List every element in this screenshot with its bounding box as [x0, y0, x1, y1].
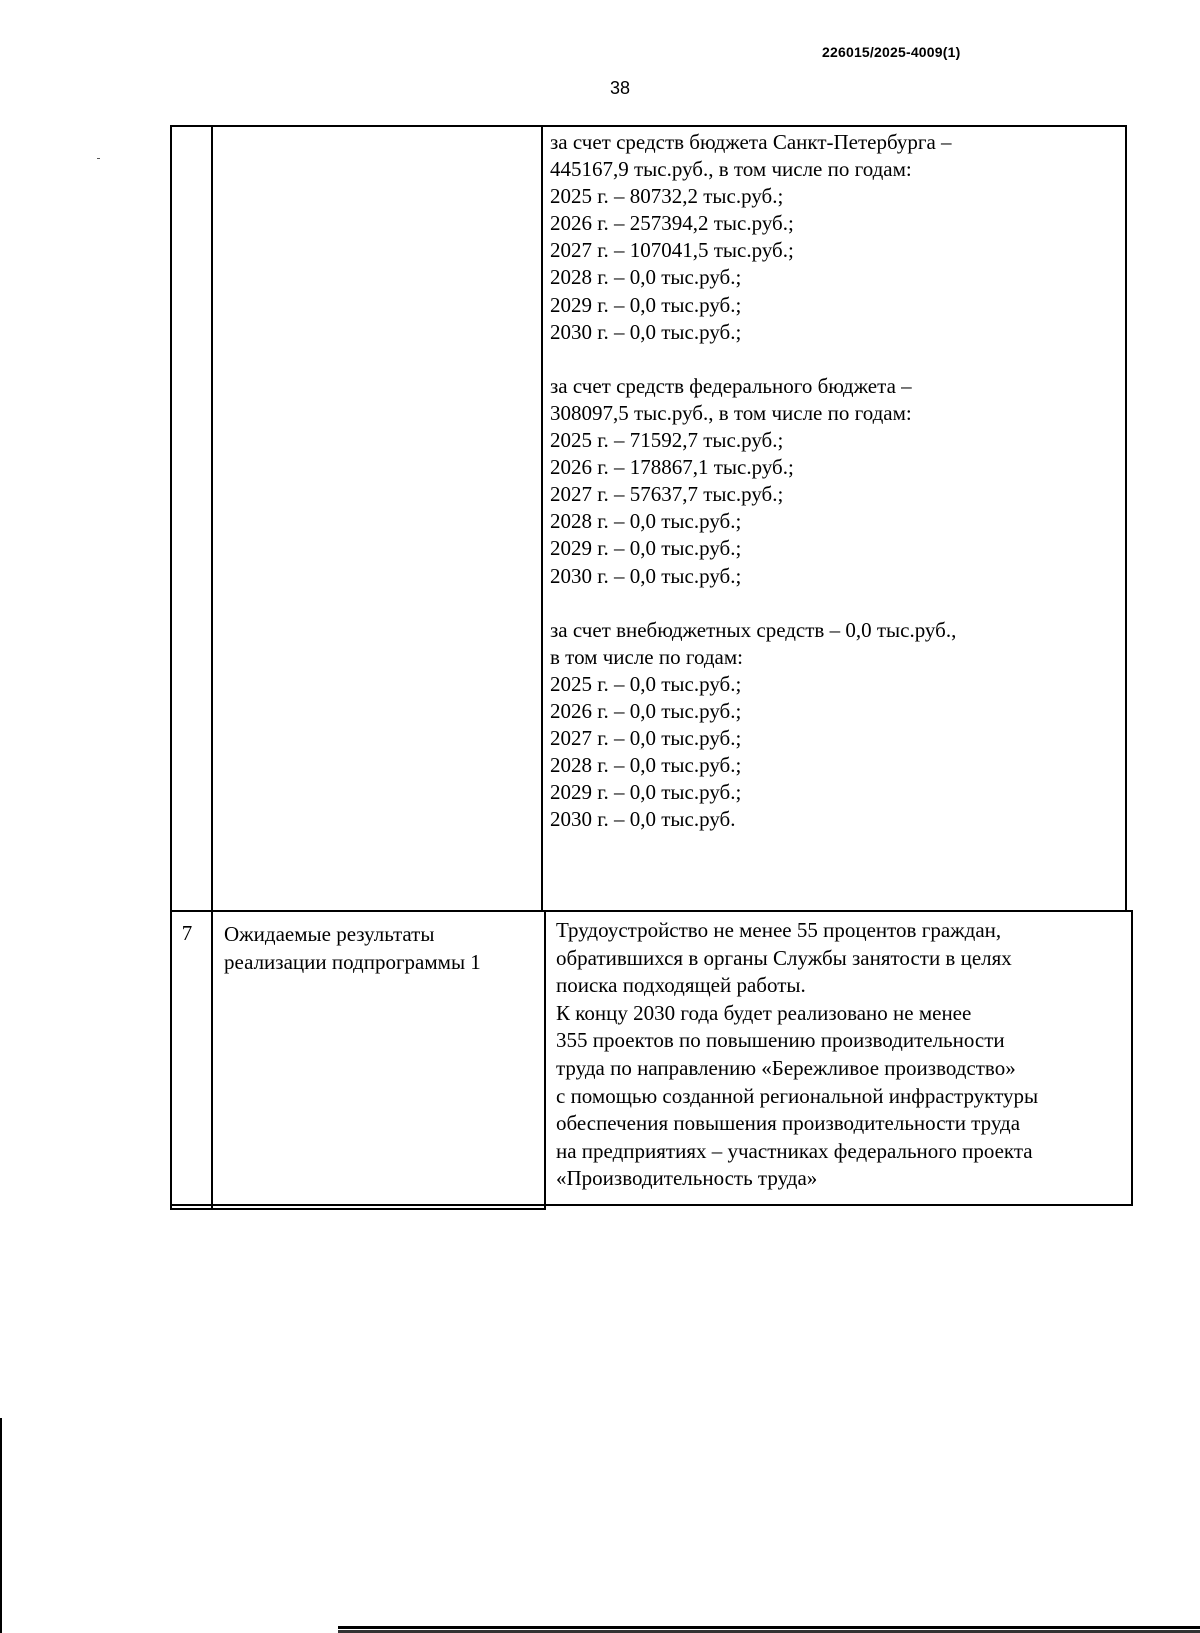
paragraph-gap [550, 590, 956, 617]
text-line: 2029 г. – 0,0 тыс.руб.; [550, 780, 742, 805]
text-line: обеспечения повышения производительности труда [556, 1111, 1021, 1136]
text-line: 2029 г. – 0,0 тыс.руб.; [550, 536, 742, 561]
table-top-border [170, 125, 1127, 127]
text-line: 2025 г. – 80732,2 тыс.руб.; [550, 184, 784, 209]
text-line: поиска подходящей работы. [556, 973, 806, 998]
text-line: с помощью созданной региональной инфраструктуры [556, 1083, 1039, 1108]
text-line: Трудоустройство не менее 55 процентов граждан, [556, 918, 1002, 942]
scan-artifact-dot [97, 158, 100, 159]
text-line: за счет средств бюджета Санкт-Петербурга – [550, 130, 952, 154]
text-line: 2027 г. – 0,0 тыс.руб.; [550, 726, 742, 751]
text-line: 355 проектов по повышению производительности [556, 1028, 1005, 1053]
text-line: реализации подпрограммы 1 [224, 950, 481, 974]
text-line: 445167,9 тыс.руб., в том числе по годам: [550, 157, 912, 182]
text-line: на предприятиях – участниках федерального проекта [556, 1138, 1033, 1163]
row-title-cell [224, 920, 481, 976]
text-line: 2029 г. – 0,0 тыс.руб.; [550, 292, 742, 317]
expected-results-cell [556, 917, 1038, 1193]
text-line: 2025 г. – 0,0 тыс.руб.; [550, 671, 742, 696]
table-bottom-border [170, 1204, 1133, 1206]
column-divider-2-lower [544, 910, 546, 1210]
document-registration-number: 226015/2025-4009(1) [822, 44, 961, 60]
text-line: 2030 г. – 0,0 тыс.руб. [550, 807, 736, 832]
text-line: 2026 г. – 0,0 тыс.руб.; [550, 698, 742, 723]
text-line: 2026 г. – 178867,1 тыс.руб.; [550, 455, 794, 480]
table-right-border [1125, 125, 1127, 911]
text-line: «Производительность труда» [556, 1166, 818, 1191]
scan-artifact-left-edge [0, 1418, 2, 1633]
text-line: 2030 г. – 0,0 тыс.руб.; [550, 319, 742, 344]
financing-spb-budget [550, 129, 956, 346]
scan-artifact-bottom-edge [338, 1626, 1200, 1629]
text-line: обратившихся в органы Службы занятости в целях [556, 945, 1012, 970]
text-line: 2025 г. – 71592,7 тыс.руб.; [550, 428, 784, 453]
text-line: 2028 г. – 0,0 тыс.руб.; [550, 509, 742, 534]
financing-federal-budget [550, 373, 956, 590]
text-line: за счет средств федерального бюджета – [550, 373, 912, 398]
text-line: в том числе по годам: [550, 644, 743, 669]
row-number: 7 [181, 921, 193, 945]
text-line: 2027 г. – 107041,5 тыс.руб.; [550, 238, 794, 263]
text-line: 2026 г. – 257394,2 тыс.руб.; [550, 211, 794, 236]
column-divider-2 [541, 125, 543, 911]
text-line: за счет внебюджетных средств – 0,0 тыс.руб., [550, 617, 957, 642]
text-line: труда по направлению «Бережливое производство» [556, 1055, 1016, 1080]
table-left-border [170, 125, 172, 1210]
text-line: 2028 г. – 0,0 тыс.руб.; [550, 265, 742, 290]
table-right-border-lower [1131, 910, 1133, 1204]
page-number: 38 [609, 78, 631, 98]
financing-extrabudgetary [550, 617, 956, 834]
text-line: 2027 г. – 57637,7 тыс.руб.; [550, 482, 784, 507]
text-line: 308097,5 тыс.руб., в том числе по годам: [550, 400, 912, 425]
text-line: Ожидаемые результаты [224, 922, 435, 946]
row-divider [170, 910, 1131, 912]
text-line: 2030 г. – 0,0 тыс.руб.; [550, 563, 742, 588]
column-divider-1 [211, 125, 213, 1210]
table-bottom-border-left [170, 1208, 546, 1210]
financing-cell [550, 129, 956, 833]
text-line: 2028 г. – 0,0 тыс.руб.; [550, 753, 742, 778]
paragraph-gap [550, 346, 956, 373]
text-line: К концу 2030 года будет реализовано не менее [556, 1000, 972, 1025]
